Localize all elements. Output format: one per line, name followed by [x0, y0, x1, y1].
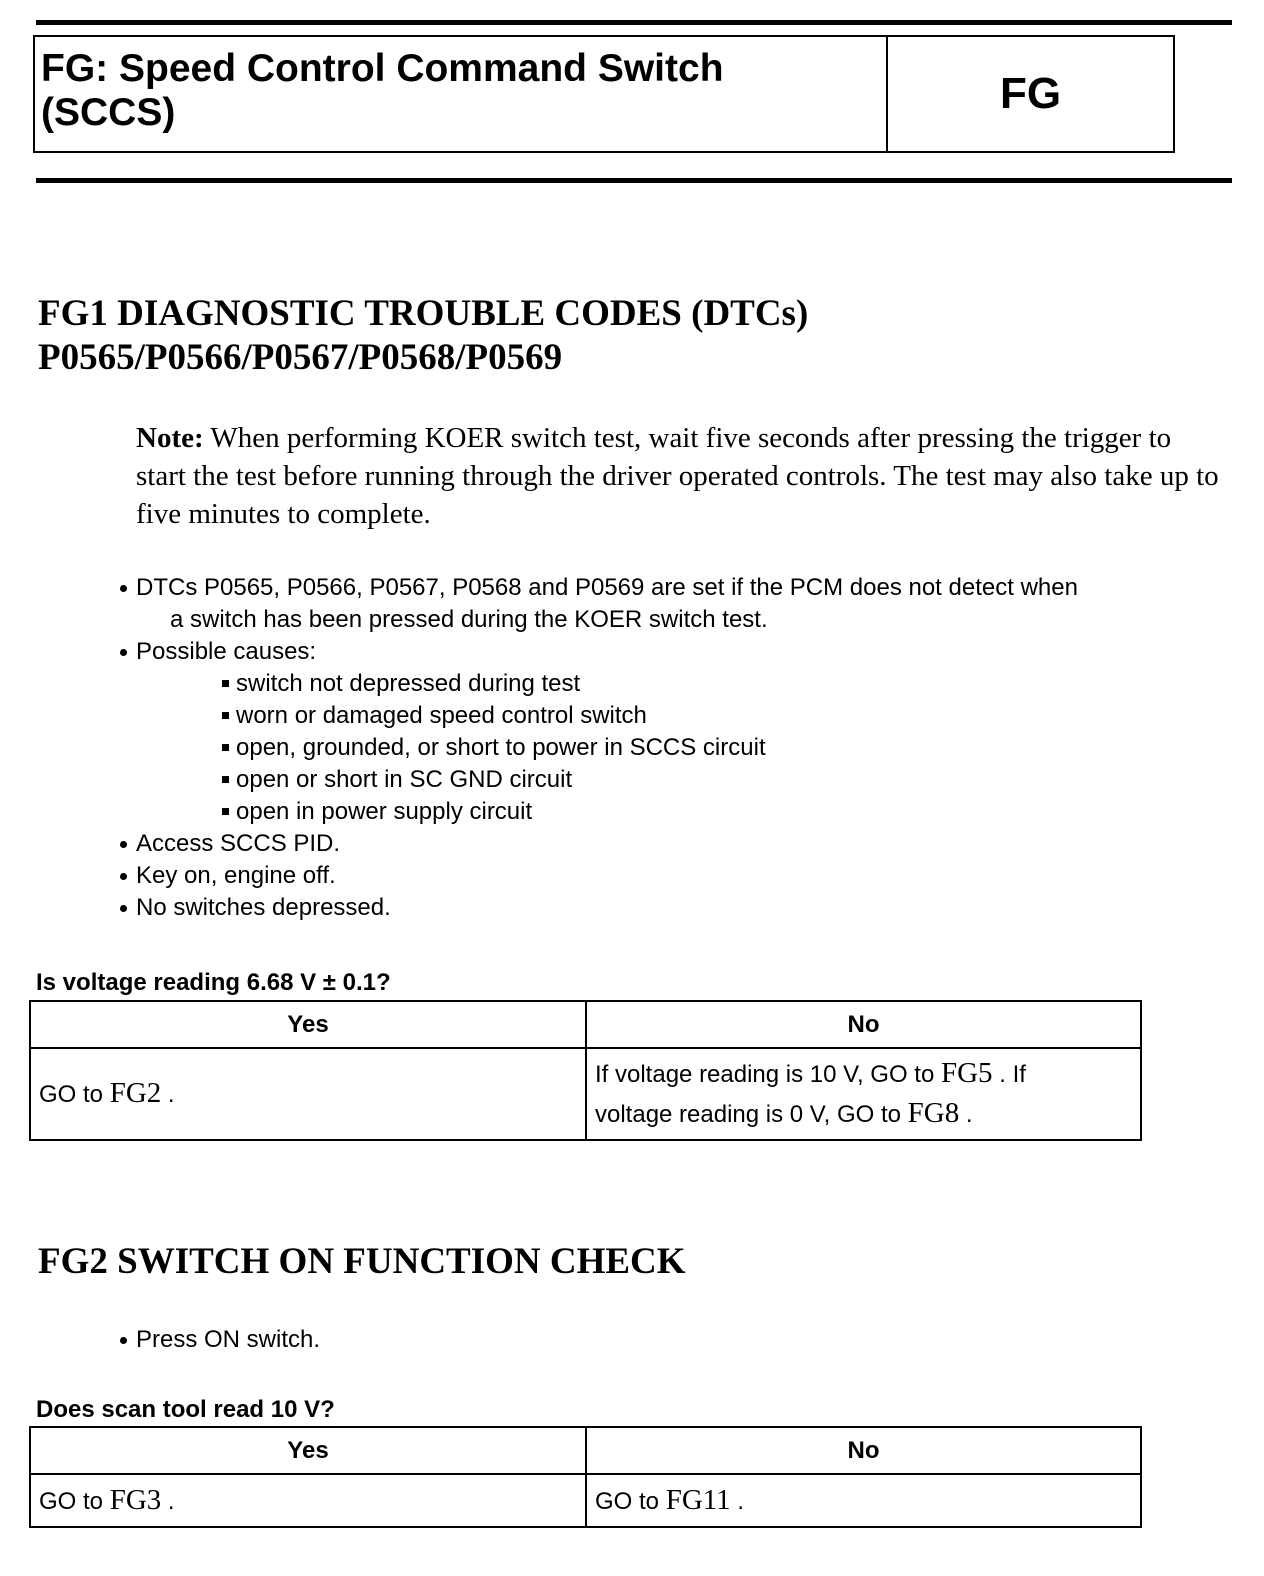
fg2-question: Does scan tool read 10 V?	[36, 1396, 335, 1423]
no-cell	[586, 1474, 1141, 1527]
bullet-text: DTCs P0565, P0566, P0567, P0568 and P0569 are set if the PCM does not detect when	[136, 574, 1078, 601]
cause-text: worn or damaged speed control switch	[236, 702, 647, 729]
no-column-header: No	[586, 1001, 1141, 1048]
cause-item	[118, 732, 1228, 764]
fg1-result-table	[29, 1000, 1142, 1141]
yes-column-header: Yes	[30, 1427, 586, 1474]
yes-suffix: .	[161, 1487, 175, 1515]
list-item	[118, 860, 1228, 892]
fg1-question: Is voltage reading 6.68 V ± 0.1?	[36, 969, 391, 996]
bullet-icon	[120, 585, 127, 592]
bullet-icon	[120, 873, 127, 880]
header-title-line1: FG: Speed Control Command Switch	[41, 47, 724, 90]
fg2-bullet-list	[118, 1324, 320, 1356]
table-row	[30, 1048, 1141, 1140]
fg1-title-line1: FG1 DIAGNOSTIC TROUBLE CODES (DTCs)	[38, 293, 809, 334]
list-item	[118, 636, 1228, 668]
bullet-icon	[120, 649, 127, 656]
list-item	[118, 892, 1228, 924]
fg1-note	[136, 419, 1226, 533]
square-bullet-icon	[222, 744, 229, 751]
cause-text: switch not depressed during test	[236, 670, 581, 697]
cause-item	[118, 700, 1228, 732]
bullet-text: Access SCCS PID.	[136, 830, 341, 857]
goto-fg2-link[interactable]: FG2	[109, 1077, 162, 1109]
list-item	[118, 572, 1228, 636]
bullet-text: No switches depressed.	[136, 894, 391, 921]
fg2-section-title: FG2 SWITCH ON FUNCTION CHECK	[38, 1241, 686, 1282]
header-title	[35, 37, 888, 151]
goto-fg11-link[interactable]: FG11	[665, 1483, 731, 1516]
header-section-code: FG	[999, 69, 1062, 118]
fg2-result-table	[29, 1426, 1142, 1528]
yes-column-header: Yes	[30, 1001, 586, 1048]
bullet-icon	[120, 1337, 127, 1344]
header-bottom-rule	[36, 178, 1232, 183]
goto-fg5-link[interactable]: FG5	[940, 1057, 993, 1089]
header-title-line2: (SCCS)	[41, 91, 176, 134]
list-item	[118, 1324, 320, 1356]
square-bullet-icon	[222, 680, 229, 687]
no-text: If voltage reading is 10 V, GO to	[595, 1061, 941, 1088]
fg1-bullet-list	[118, 572, 1228, 924]
table-header-row	[30, 1427, 1141, 1474]
no-text: . If	[992, 1061, 1026, 1088]
note-text: When performing KOER switch test, wait five seconds after pressing the trigger to start the test before running through the driver operated controls. The test may also take up to five minutes to complete.	[136, 422, 1219, 530]
yes-cell	[30, 1474, 586, 1527]
square-bullet-icon	[222, 712, 229, 719]
bullet-icon	[120, 905, 127, 912]
no-text: GO to	[595, 1487, 666, 1515]
yes-suffix: .	[161, 1081, 175, 1108]
bullet-text: Possible causes:	[136, 638, 317, 665]
fg1-section-title	[38, 292, 808, 380]
square-bullet-icon	[222, 776, 229, 783]
cause-text: open, grounded, or short to power in SCCS circuit	[236, 734, 766, 761]
header-top-rule	[36, 20, 1232, 25]
bullet-icon	[120, 841, 127, 848]
no-cell	[586, 1048, 1141, 1140]
document-header	[33, 35, 1175, 153]
cause-text: open in power supply circuit	[236, 798, 533, 825]
goto-fg8-link[interactable]: FG8	[907, 1097, 960, 1129]
no-column-header: No	[586, 1427, 1141, 1474]
no-text: voltage reading is 0 V, GO to	[595, 1101, 908, 1128]
yes-text: GO to	[39, 1487, 110, 1515]
yes-text: GO to	[39, 1081, 110, 1108]
square-bullet-icon	[222, 808, 229, 815]
table-header-row	[30, 1001, 1141, 1048]
note-label: Note:	[136, 422, 204, 454]
cause-item	[118, 764, 1228, 796]
cause-item	[118, 668, 1228, 700]
cause-text: open or short in SC GND circuit	[236, 766, 573, 793]
fg1-title-line2: P0565/P0566/P0567/P0568/P0569	[38, 337, 563, 378]
cause-item	[118, 796, 1228, 828]
table-row	[30, 1474, 1141, 1527]
bullet-text-continued: a switch has been pressed during the KOER switch test.	[170, 606, 768, 633]
bullet-text: Press ON switch.	[136, 1326, 321, 1353]
no-suffix: .	[730, 1487, 745, 1515]
list-item	[118, 828, 1228, 860]
bullet-text: Key on, engine off.	[136, 862, 336, 889]
goto-fg3-link[interactable]: FG3	[109, 1483, 162, 1516]
yes-cell	[30, 1048, 586, 1140]
no-suffix: .	[959, 1101, 973, 1128]
